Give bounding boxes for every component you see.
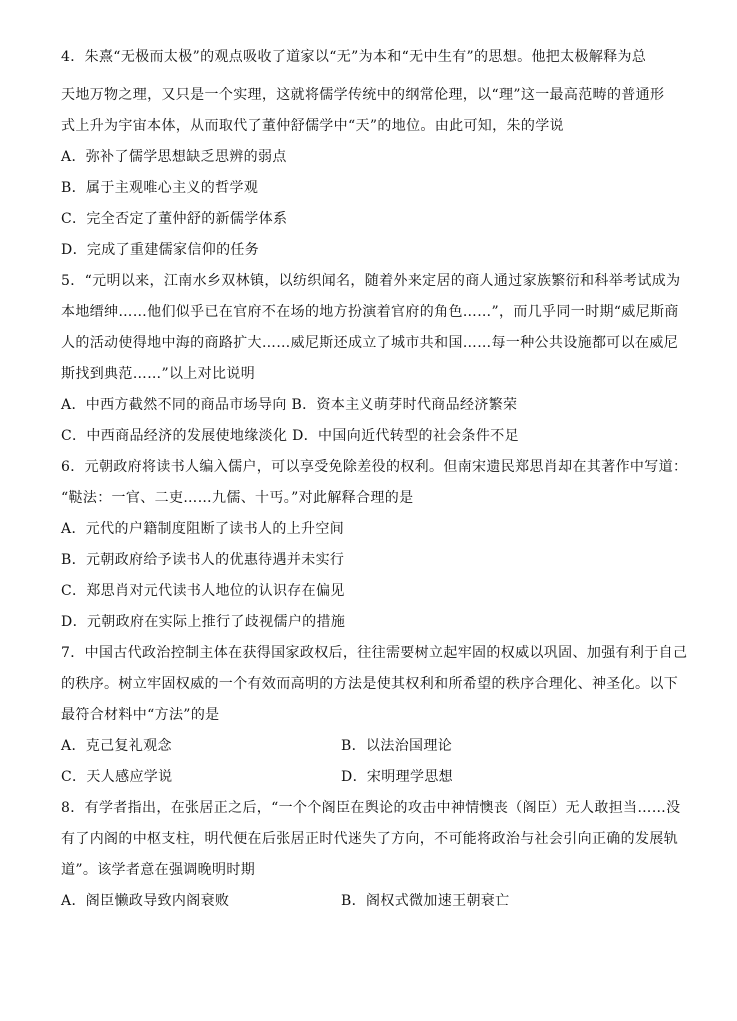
question-7-option-d: D．宋明理学思想 — [341, 769, 454, 785]
question-8-stem-line-2: 有了内阁的中枢支柱，明代便在后张居正时代迷失了方向，不可能将政治与社会引向正确的发展轨 — [61, 831, 679, 847]
question-7-option-a: A．克己复礼观念 — [61, 738, 172, 754]
question-8-option-a: A．阁臣懒政导致内阁衰败 — [61, 893, 230, 909]
question-5-options-cd: C．中西商品经济的发展使地缘淡化 D．中国向近代转型的社会条件不足 — [61, 428, 519, 444]
question-4-stem-line-1: 4．朱熹“无极而太极”的观点吸收了道家以“无”为本和“无中生有”的思想。他把太极解释为总 — [61, 49, 647, 65]
question-5-stem-line-2: 本地缙绅……他们似乎已在官府不在场的地方扮演着官府的角色……”，而几乎同一时期“威尼斯商 — [61, 304, 679, 320]
question-6-option-b: B．元朝政府给予读书人的优惠待遇并未实行 — [61, 552, 345, 568]
question-4-option-c: C．完全否定了董仲舒的新儒学体系 — [61, 211, 288, 227]
question-5-stem-line-4: 斯找到典范……”以上对比说明 — [61, 366, 256, 382]
question-4-option-d: D．完成了重建儒家信仰的任务 — [61, 242, 260, 258]
question-8-option-b: B．阁权式微加速王朝衰亡 — [341, 893, 510, 909]
question-6-option-c: C．郑思肖对元代读书人地位的认识存在偏见 — [61, 583, 345, 599]
question-7-stem-line-3: 最符合材料中“方法”的是 — [61, 707, 220, 723]
question-6-option-a: A．元代的户籍制度阻断了读书人的上升空间 — [61, 521, 345, 537]
exam-page — [61, 0, 688, 1021]
question-7-option-b: B．以法治国理论 — [341, 738, 453, 754]
question-7-stem-line-2: 的秩序。树立牢固权威的一个有效而高明的方法是使其权利和所希望的秩序合理化、神圣化。以下 — [61, 676, 679, 692]
question-5-stem-line-3: 人的活动使得地中海的商路扩大……威尼斯还成立了城市共和国……每一种公共设施都可以在威尼 — [61, 335, 679, 351]
question-7-option-c: C．天人感应学说 — [61, 769, 173, 785]
question-5-options-ab: A．中西方截然不同的商品市场导向 B．资本主义萌芽时代商品经济繁荣 — [61, 397, 518, 413]
question-4-option-a: A．弥补了儒学思想缺乏思辨的弱点 — [61, 149, 287, 165]
question-4-option-b: B．属于主观唯心主义的哲学观 — [61, 180, 259, 196]
question-6-stem-line-1: 6．元朝政府将读书人编入儒户，可以享受免除差役的权利。但南宋遗民郑思肖却在其著作中写道： — [61, 459, 688, 475]
question-8-stem-line-1: 8．有学者指出，在张居正之后，“一个个阁臣在舆论的攻击中神情懊丧（阁臣）无人敢担当……没 — [61, 800, 681, 816]
question-4-stem-line-3: 式上升为宇宙本体，从而取代了董仲舒儒学中“天”的地位。由此可知，朱的学说 — [61, 118, 564, 134]
question-6-stem-line-2: “鞑法：一官、二吏……九儒、十丐。”对此解释合理的是 — [61, 490, 414, 506]
question-6-option-d: D．元朝政府在实际上推行了歧视儒户的措施 — [61, 614, 346, 630]
question-4-stem-line-2: 天地万物之理，又只是一个实理，这就将儒学传统中的纲常伦理，以“理”这一最高范畴的普通形 — [61, 87, 665, 103]
question-5-stem-line-1: 5．“元明以来，江南水乡双林镇，以纺织闻名，随着外来定居的商人通过家族繁衍和科举考试成为 — [61, 273, 681, 289]
question-7-stem-line-1: 7．中国古代政治控制主体在获得国家政权后，往往需要树立起牢固的权威以巩固、加强有利于自己 — [61, 645, 688, 661]
question-8-stem-line-3: 道”。该学者意在强调晚明时期 — [61, 862, 256, 878]
